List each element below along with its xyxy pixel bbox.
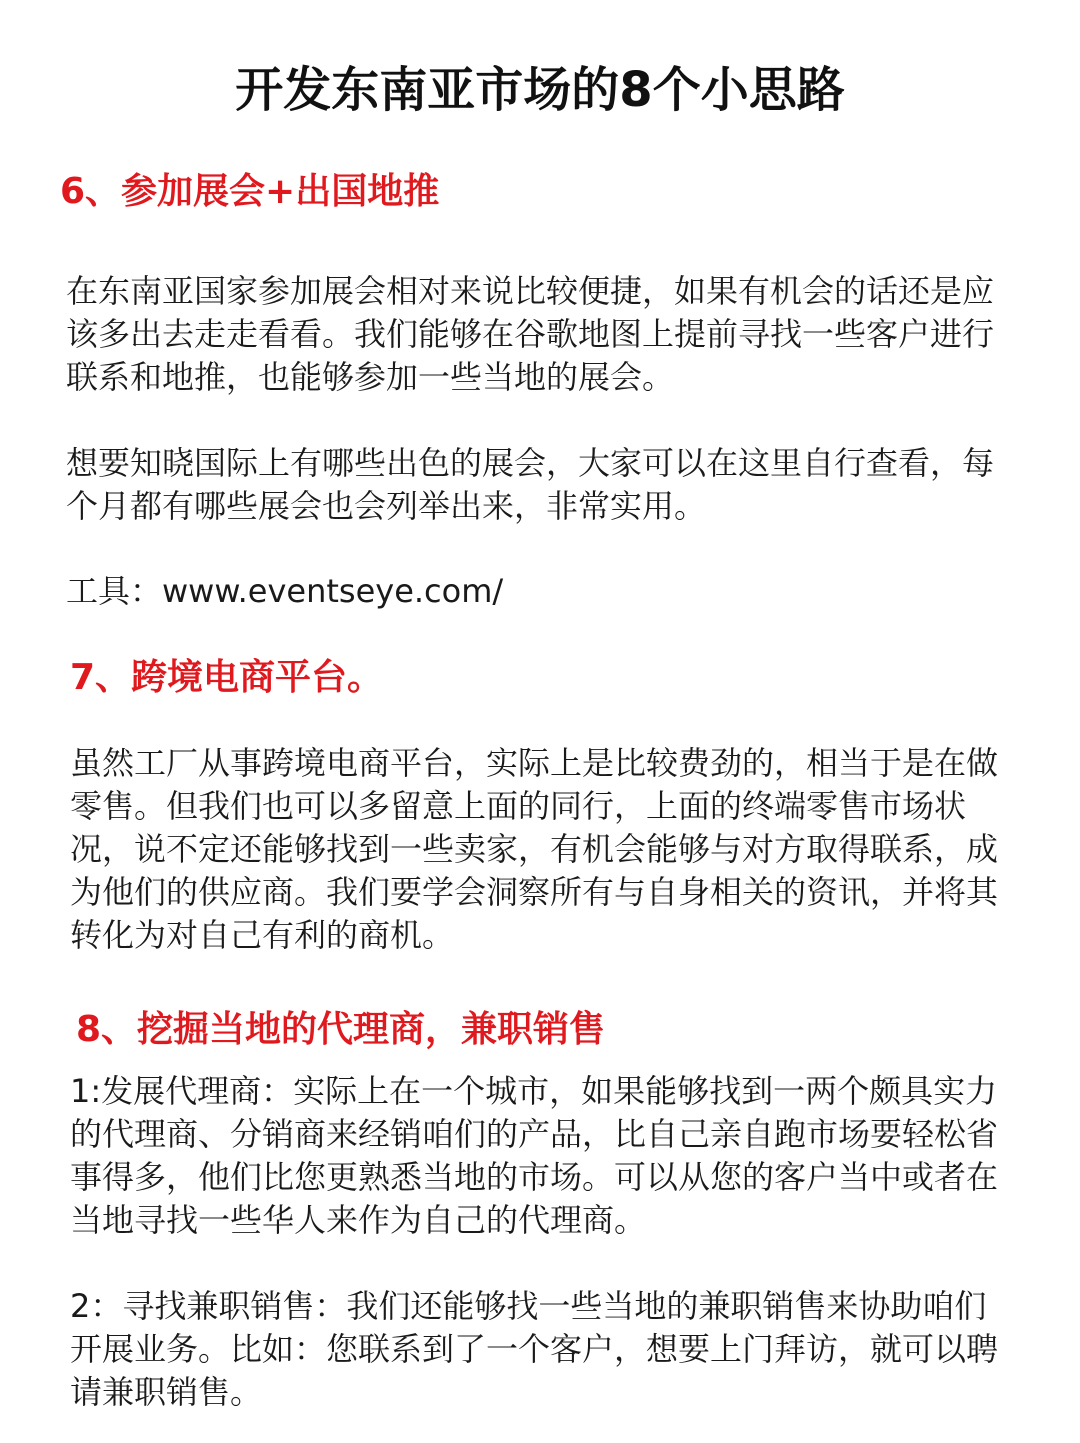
text-line: 2：寻找兼职销售：我们还能够找一些当地的兼职销售来协助咱们 xyxy=(70,1287,987,1325)
text-line: 个月都有哪些展会也会列举出来，非常实用。 xyxy=(66,487,707,525)
section-8-paragraph-1 xyxy=(70,1070,1040,1242)
text-line: 想要知晓国际上有哪些出色的展会，大家可以在这里自行查看，每 xyxy=(66,444,995,482)
text-line: 转化为对自己有利的商机。 xyxy=(70,916,455,954)
section-7-paragraph-1 xyxy=(70,742,1040,957)
section-heading-7: 7、跨境电商平台。 xyxy=(70,657,384,698)
text-line: 的代理商、分销商来经销咱们的产品，比自己亲自跑市场要轻松省 xyxy=(70,1115,999,1153)
text-line: 况，说不定还能够找到一些卖家，有机会能够与对方取得联系，成 xyxy=(70,830,999,868)
section-8-paragraph-2 xyxy=(70,1285,1040,1414)
text-line: 为他们的供应商。我们要学会洞察所有与自身相关的资讯，并将其 xyxy=(70,873,999,911)
tool-link-line xyxy=(66,570,1036,613)
text-line: 当地寻找一些华人来作为自己的代理商。 xyxy=(70,1201,647,1239)
text-line: 开展业务。比如：您联系到了一个客户，想要上门拜访，就可以聘 xyxy=(70,1330,999,1368)
text-line: 在东南亚国家参加展会相对来说比较便捷，如果有机会的话还是应 xyxy=(66,272,995,310)
text-line: 请兼职销售。 xyxy=(70,1373,263,1411)
text-line: 零售。但我们也可以多留意上面的同行，上面的终端零售市场状 xyxy=(70,787,967,825)
page-title: 开发东南亚市场的8个小思路 xyxy=(235,62,845,118)
section-heading-8: 8、挖掘当地的代理商，兼职销售 xyxy=(76,1009,606,1050)
text-line: 1:发展代理商：实际上在一个城市，如果能够找到一两个颇具实力 xyxy=(70,1072,998,1110)
text-line: 虽然工厂从事跨境电商平台，实际上是比较费劲的，相当于是在做 xyxy=(70,744,999,782)
section-6-paragraph-1 xyxy=(66,270,1036,399)
section-heading-6: 6、参加展会+出国地推 xyxy=(60,171,440,212)
text-line: 工具：www.eventseye.com/ xyxy=(66,572,504,610)
section-6-paragraph-2 xyxy=(66,442,1036,528)
text-line: 联系和地推，也能够参加一些当地的展会。 xyxy=(66,358,675,396)
text-line: 该多出去走走看看。我们能够在谷歌地图上提前寻找一些客户进行 xyxy=(66,315,995,353)
text-line: 事得多，他们比您更熟悉当地的市场。可以从您的客户当中或者在 xyxy=(70,1158,999,1196)
